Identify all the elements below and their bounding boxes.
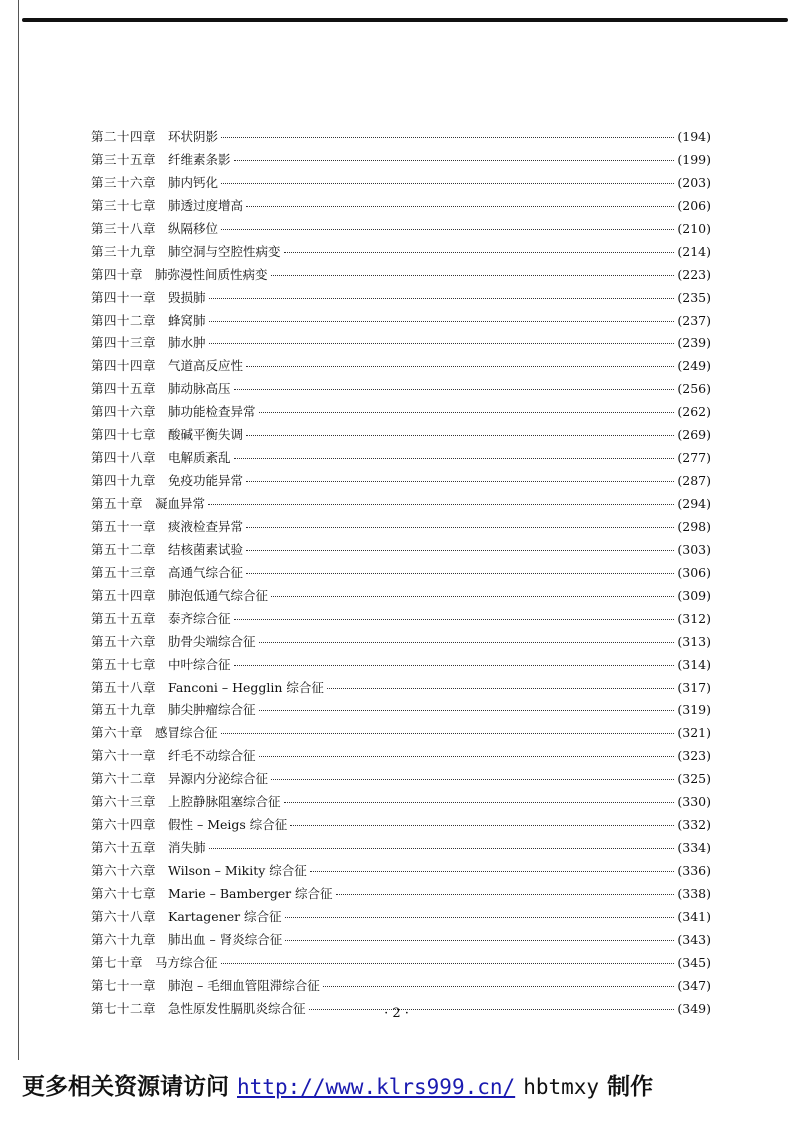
toc-chapter-number: 第四十六章 — [91, 404, 157, 420]
toc-chapter-title: 肺弥漫性间质性病变 — [155, 266, 268, 282]
toc-dot-leader — [259, 642, 675, 643]
toc-chapter-number: 第七十一章 — [91, 977, 157, 993]
toc-dot-leader — [284, 252, 675, 253]
toc-entry[interactable] — [91, 517, 711, 540]
toc-dot-leader — [323, 986, 675, 987]
toc-entry[interactable] — [91, 196, 711, 219]
toc-entry[interactable] — [91, 655, 711, 678]
toc-dot-leader — [234, 389, 675, 390]
toc-chapter-title: 马方综合征 — [155, 954, 218, 970]
toc-dot-leader — [290, 825, 674, 826]
toc-entry[interactable] — [91, 700, 711, 723]
toc-entry[interactable] — [91, 356, 711, 379]
toc-dot-leader — [246, 550, 674, 551]
toc-page-number: (332) — [677, 817, 711, 833]
toc-entry[interactable] — [91, 884, 711, 907]
toc-dot-leader — [327, 688, 674, 689]
toc-entry[interactable] — [91, 838, 711, 861]
toc-dot-leader — [246, 573, 674, 574]
toc-chapter-number: 第五十六章 — [91, 633, 157, 649]
toc-page-number: (319) — [677, 702, 711, 718]
toc-chapter-title: 肺功能检查异常 — [168, 404, 256, 420]
toc-entry[interactable] — [91, 379, 711, 402]
toc-dot-leader — [259, 412, 675, 413]
toc-entry[interactable] — [91, 288, 711, 311]
toc-chapter-title: 纵隔移位 — [168, 220, 219, 236]
toc-chapter-number: 第四十二章 — [91, 312, 157, 328]
toc-page-number: (334) — [677, 840, 711, 856]
toc-chapter-title: 中叶综合征 — [168, 656, 231, 672]
toc-chapter-title: 结核菌素试验 — [168, 541, 244, 557]
toc-dot-leader — [285, 917, 675, 918]
toc-entry[interactable] — [91, 471, 711, 494]
toc-chapter-number: 第四十八章 — [91, 450, 157, 466]
toc-chapter-number: 第四十三章 — [91, 335, 157, 351]
toc-chapter-number: 第六十二章 — [91, 771, 157, 787]
toc-entry[interactable] — [91, 402, 711, 425]
toc-chapter-title: 酸碱平衡失调 — [168, 427, 244, 443]
footer-brand: hbtmxy — [523, 1075, 600, 1099]
toc-chapter-number: 第五十八章 — [91, 679, 157, 695]
toc-dot-leader — [234, 458, 675, 459]
toc-entry[interactable] — [91, 219, 711, 242]
toc-entry[interactable] — [91, 907, 711, 930]
toc-entry[interactable] — [91, 678, 711, 701]
toc-entry[interactable] — [91, 150, 711, 173]
toc-chapter-number: 第五十章 — [91, 496, 144, 511]
toc-entry[interactable] — [91, 540, 711, 563]
toc-entry[interactable] — [91, 861, 711, 884]
toc-entry[interactable] — [91, 311, 711, 334]
footer-banner — [22, 1068, 653, 1101]
toc-dot-leader — [284, 802, 675, 803]
toc-page-number: (210) — [677, 220, 711, 236]
toc-page-number: (294) — [677, 496, 711, 511]
toc-chapter-number: 第五十七章 — [91, 656, 157, 672]
toc-page-number: (336) — [677, 863, 711, 878]
toc-chapter-number: 第五十九章 — [91, 702, 157, 718]
toc-chapter-title: 肋骨尖端综合征 — [168, 633, 256, 649]
toc-entry[interactable] — [91, 127, 711, 150]
toc-dot-leader — [285, 940, 674, 941]
toc-chapter-title: 肺出血 – 肾炎综合征 — [168, 931, 283, 947]
toc-chapter-number: 第六十九章 — [91, 931, 157, 947]
toc-dot-leader — [234, 665, 675, 666]
toc-chapter-title: 肺空洞与空腔性病变 — [168, 243, 281, 259]
toc-chapter-title: 痰液检查异常 — [168, 518, 244, 534]
toc-entry[interactable] — [91, 976, 711, 999]
toc-page-number: (223) — [677, 266, 711, 282]
toc-entry[interactable] — [91, 815, 711, 838]
toc-page-number: (277) — [677, 450, 711, 466]
toc-chapter-title: 环状阴影 — [168, 129, 219, 144]
page-left-edge — [18, 0, 19, 1060]
toc-chapter-title: 感冒综合征 — [155, 725, 218, 741]
toc-chapter-number: 第七十章 — [91, 954, 144, 970]
toc-chapter-title: 肺尖肿瘤综合征 — [168, 702, 256, 718]
toc-chapter-number: 第六十五章 — [91, 840, 157, 856]
toc-chapter-title: 肺动脉高压 — [168, 381, 231, 397]
toc-entry[interactable] — [91, 953, 711, 976]
toc-dot-leader — [310, 871, 675, 872]
toc-dot-leader — [271, 275, 675, 276]
toc-chapter-title: 肺水肿 — [168, 335, 206, 351]
toc-page-number: (312) — [677, 610, 711, 626]
toc-chapter-title: 肺泡低通气综合征 — [168, 587, 269, 603]
toc-entry[interactable] — [91, 723, 711, 746]
toc-chapter-title: 上腔静脉阻塞综合征 — [168, 794, 281, 810]
toc-dot-leader — [221, 963, 675, 964]
toc-chapter-number: 第六十一章 — [91, 748, 157, 764]
toc-page-number: (338) — [677, 885, 711, 901]
toc-dot-leader — [271, 596, 674, 597]
toc-chapter-title: 肺透过度增高 — [168, 197, 244, 213]
toc-page-number: (323) — [677, 748, 711, 764]
toc-chapter-number: 第六十三章 — [91, 794, 157, 810]
toc-dot-leader — [221, 229, 674, 230]
toc-dot-leader — [246, 481, 674, 482]
toc-page-number: (306) — [677, 564, 711, 580]
page-number: · 2 · — [384, 1006, 409, 1021]
toc-dot-leader — [209, 343, 675, 344]
toc-page-number: (321) — [677, 725, 711, 741]
toc-entry[interactable] — [91, 930, 711, 953]
toc-page-number: (269) — [677, 427, 711, 443]
toc-page-number: (206) — [677, 197, 711, 213]
toc-dot-leader — [259, 756, 675, 757]
toc-chapter-title: 消失肺 — [168, 840, 206, 856]
toc-dot-leader — [221, 733, 675, 734]
toc-dot-leader — [209, 848, 675, 849]
toc-entry[interactable] — [91, 242, 711, 265]
toc-chapter-number: 第三十六章 — [91, 174, 157, 190]
footer-prefix: 更多相关资源请访问 — [22, 1074, 229, 1100]
toc-dot-leader — [271, 779, 674, 780]
toc-chapter-number: 第四十九章 — [91, 473, 157, 489]
toc-chapter-number: 第六十四章 — [91, 817, 157, 833]
toc-page-number: (298) — [677, 518, 711, 534]
toc-entry[interactable] — [91, 425, 711, 448]
toc-chapter-number: 第二十四章 — [91, 129, 157, 144]
toc-chapter-title: Fanconi – Hegglin 综合征 — [168, 679, 324, 695]
toc-chapter-title: 凝血异常 — [155, 496, 206, 511]
toc-entry[interactable] — [91, 563, 711, 586]
toc-chapter-title: 纤维素条影 — [168, 151, 231, 167]
toc-chapter-number: 第六十六章 — [91, 863, 157, 878]
toc-page-number: (347) — [677, 977, 711, 993]
toc-page-number: (341) — [677, 908, 711, 924]
toc-chapter-number: 第四十章 — [91, 266, 144, 282]
toc-chapter-number: 第七十二章 — [91, 1000, 157, 1016]
toc-page-number: (199) — [677, 151, 711, 167]
toc-chapter-number: 第六十章 — [91, 725, 144, 741]
toc-chapter-number: 第五十二章 — [91, 541, 157, 557]
toc-chapter-title: 纤毛不动综合征 — [168, 748, 256, 764]
toc-dot-leader — [221, 183, 674, 184]
toc-chapter-number: 第五十四章 — [91, 587, 157, 603]
toc-chapter-number: 第三十七章 — [91, 197, 157, 213]
toc-dot-leader — [246, 366, 674, 367]
toc-entry[interactable] — [91, 746, 711, 769]
toc-chapter-title: Kartagener 综合征 — [168, 908, 282, 924]
toc-chapter-title: 蜂窝肺 — [168, 312, 206, 328]
toc-chapter-title: 肺内钙化 — [168, 174, 219, 190]
toc-chapter-number: 第四十五章 — [91, 381, 157, 397]
toc-dot-leader — [234, 160, 675, 161]
toc-page-number: (313) — [677, 633, 711, 649]
toc-page-number: (303) — [677, 541, 711, 557]
toc-page-number: (349) — [677, 1000, 711, 1016]
toc-chapter-number: 第五十三章 — [91, 564, 157, 580]
toc-page-number: (330) — [677, 794, 711, 810]
toc-chapter-number: 第五十五章 — [91, 610, 157, 626]
toc-chapter-title: 免疫功能异常 — [168, 473, 244, 489]
toc-entry[interactable] — [91, 494, 711, 517]
toc-chapter-number: 第四十七章 — [91, 427, 157, 443]
toc-chapter-title: 毁损肺 — [168, 289, 206, 305]
toc-chapter-title: 异源内分泌综合征 — [168, 771, 269, 787]
toc-page-number: (309) — [677, 587, 711, 603]
toc-dot-leader — [246, 206, 674, 207]
toc-chapter-title: Marie – Bamberger 综合征 — [168, 885, 333, 901]
toc-entry[interactable] — [91, 792, 711, 815]
toc-dot-leader — [209, 321, 675, 322]
toc-chapter-title: 高通气综合征 — [168, 564, 244, 580]
toc-chapter-number: 第三十五章 — [91, 151, 157, 167]
toc-entry[interactable] — [91, 769, 711, 792]
toc-dot-leader — [234, 619, 675, 620]
toc-page-number: (314) — [677, 656, 711, 672]
toc-page-number: (317) — [677, 679, 711, 695]
toc-page-number: (214) — [677, 243, 711, 259]
toc-dot-leader — [221, 137, 674, 138]
toc-chapter-number: 第三十八章 — [91, 220, 157, 236]
toc-page-number: (256) — [677, 381, 711, 397]
toc-page-number: (287) — [677, 473, 711, 489]
toc-dot-leader — [246, 435, 674, 436]
toc-entry[interactable] — [91, 448, 711, 471]
toc-dot-leader — [336, 894, 675, 895]
toc-dot-leader — [246, 527, 674, 528]
toc-chapter-title: 急性原发性膈肌炎综合征 — [168, 1000, 306, 1016]
table-of-contents — [91, 127, 711, 1022]
toc-chapter-title: 假性 – Meigs 综合征 — [168, 817, 288, 833]
top-rule — [22, 18, 788, 22]
toc-entry[interactable] — [91, 173, 711, 196]
toc-page-number: (194) — [677, 129, 711, 144]
toc-page-number: (325) — [677, 771, 711, 787]
toc-chapter-number: 第六十八章 — [91, 908, 157, 924]
toc-entry[interactable] — [91, 632, 711, 655]
toc-dot-leader — [208, 504, 674, 505]
toc-chapter-number: 第六十七章 — [91, 885, 157, 901]
toc-chapter-title: 肺泡 – 毛细血管阻滞综合征 — [168, 977, 320, 993]
toc-chapter-number: 第四十一章 — [91, 289, 157, 305]
toc-chapter-title: 气道高反应性 — [168, 358, 244, 374]
toc-chapter-number: 第三十九章 — [91, 243, 157, 259]
toc-dot-leader — [259, 710, 675, 711]
toc-page-number: (262) — [677, 404, 711, 420]
toc-page-number: (249) — [677, 358, 711, 374]
toc-page-number: (239) — [677, 335, 711, 351]
toc-entry[interactable] — [91, 333, 711, 356]
toc-page-number: (237) — [677, 312, 711, 328]
toc-entry[interactable] — [91, 609, 711, 632]
toc-chapter-title: 泰齐综合征 — [168, 610, 231, 626]
toc-dot-leader — [209, 298, 675, 299]
toc-chapter-title: 电解质紊乱 — [168, 450, 231, 466]
toc-entry[interactable] — [91, 265, 711, 288]
footer-link[interactable]: http://www.klrs999.cn/ — [237, 1075, 516, 1099]
toc-page-number: (345) — [677, 954, 711, 970]
toc-entry[interactable] — [91, 586, 711, 609]
toc-chapter-number: 第五十一章 — [91, 518, 157, 534]
toc-chapter-number: 第四十四章 — [91, 358, 157, 374]
toc-page-number: (235) — [677, 289, 711, 305]
toc-chapter-title: Wilson – Mikity 综合征 — [168, 863, 307, 878]
toc-page-number: (343) — [677, 931, 711, 947]
toc-page-number: (203) — [677, 174, 711, 190]
footer-suffix: 制作 — [607, 1074, 654, 1100]
